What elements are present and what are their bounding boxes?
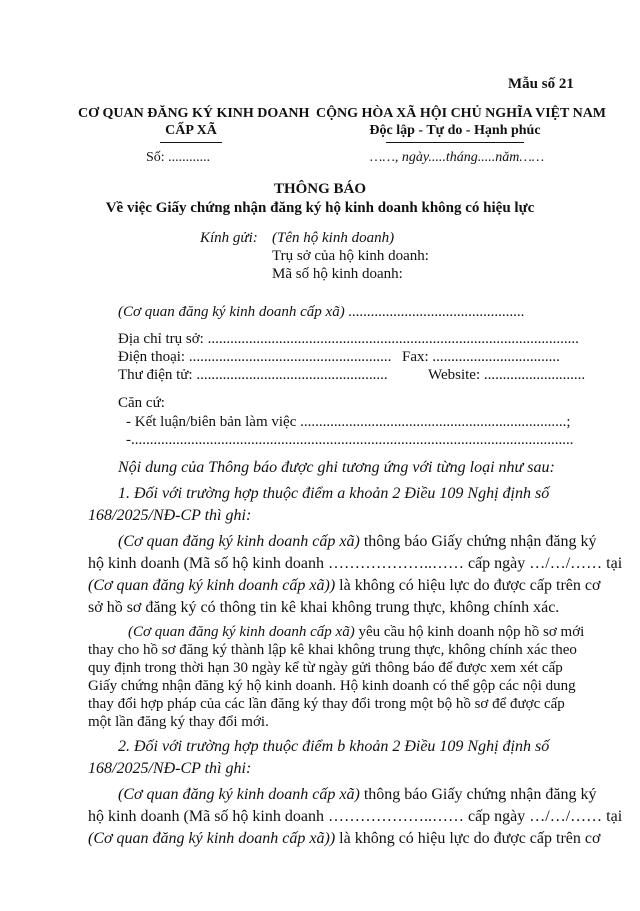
agency-placeholder: (Cơ quan đăng ký kinh doanh cấp xã) — [128, 624, 355, 640]
document-subtitle: Về việc Giấy chứng nhận đăng ký hộ kinh doanh không có hiệu lực — [105, 200, 535, 216]
recipient-address: Trụ sở của hộ kinh doanh: — [272, 248, 429, 264]
case1-p2-line1 — [128, 624, 584, 641]
agency-header-line2: CẤP XÃ — [165, 123, 217, 138]
recipient-label: Kính gửi: — [200, 230, 258, 246]
agency-website: Website: ........................... — [428, 367, 586, 383]
document-title: THÔNG BÁO — [273, 181, 367, 197]
motto: Độc lập - Tự do - Hạnh phúc — [369, 123, 541, 138]
case2-p1-line3-text: là không có hiệu lực do được cấp trên cơ — [335, 830, 601, 847]
recipient-name: (Tên hộ kinh doanh) — [272, 230, 395, 246]
agency-address: Địa chỉ trụ sở: ................................................................................................... — [118, 331, 579, 347]
case2-p1-line2: hộ kinh doanh (Mã số hộ kinh doanh ………………..…… cấp ngày …/…/…… tại — [88, 808, 623, 825]
content-intro: Nội dung của Thông báo được ghi tương ứng với từng loại như sau: — [118, 459, 555, 476]
agency-placeholder: (Cơ quan đăng ký kinh doanh cấp xã) — [118, 533, 360, 550]
agency-placeholder: (Cơ quan đăng ký kinh doanh cấp xã)) — [88, 577, 336, 594]
case2-heading-line2: 168/2025/NĐ-CP thì ghi: — [88, 760, 252, 777]
agency-header-rule — [160, 142, 222, 143]
basis-item-2: -...................................................................................................................... — [126, 432, 574, 448]
date-line: ……, ngày.....tháng.....năm…… — [370, 150, 545, 165]
case1-p2-line2: thay cho hồ sơ đăng ký thành lập kê khai không trung thực, không chính xác theo — [88, 642, 577, 658]
case2-p1-line1 — [118, 786, 596, 804]
country-header: CỘNG HÒA XÃ HỘI CHỦ NGHĨA VIỆT NAM — [316, 106, 607, 121]
basis-item-1: - Kết luận/biên bản làm việc .......................................................................; — [126, 414, 571, 430]
case1-heading-line2: 168/2025/NĐ-CP thì ghi: — [88, 507, 252, 524]
case1-p1-line4: sở hồ sơ đăng ký có thông tin kê khai không trung thực, không chính xác. — [88, 599, 560, 616]
form-number: Mẫu số 21 — [508, 76, 574, 92]
document-number: Số: ............ — [146, 150, 211, 165]
basis-label: Căn cứ: — [118, 395, 165, 411]
motto-rule — [386, 142, 524, 143]
case1-p1-line1 — [118, 533, 596, 551]
case2-heading-line1: 2. Đối với trường hợp thuộc điểm b khoản 2 Điều 109 Nghị định số — [118, 738, 550, 755]
case1-p2-line3: quy định trong thời hạn 30 ngày kể từ ngày gửi thông báo để được xem xét cấp — [88, 660, 563, 676]
agency-email: Thư điện tử: ................................................... — [118, 367, 388, 383]
case1-p1-line3-text: là không có hiệu lực do được cấp trên cơ — [335, 577, 601, 594]
case1-p2-line4: Giấy chứng nhận đăng ký hộ kinh doanh. Hộ kinh doanh có thể gộp các nội dung — [88, 678, 576, 694]
agency-phone: Điện thoại: ...................................................... — [118, 349, 392, 365]
recipient-code: Mã số hộ kinh doanh: — [272, 266, 403, 282]
case2-p1-line3 — [88, 830, 600, 848]
case1-p1-line1-text: thông báo Giấy chứng nhận đăng ký — [359, 533, 597, 550]
case2-p1-line1-text: thông báo Giấy chứng nhận đăng ký — [359, 786, 597, 803]
agency-placeholder: (Cơ quan đăng ký kinh doanh cấp xã)) — [88, 830, 336, 847]
case1-p2-line5: thay đổi hợp pháp của các lần đăng ký thay đổi trong một bộ hồ sơ để được cấp — [88, 696, 565, 712]
case1-p1-line2: hộ kinh doanh (Mã số hộ kinh doanh ………………..…… cấp ngày …/…/…… tại — [88, 555, 623, 572]
agency-name-line: (Cơ quan đăng ký kinh doanh cấp xã) ............................................... — [118, 304, 525, 320]
case1-heading-line1: 1. Đối với trường hợp thuộc điểm a khoản 2 Điều 109 Nghị định số — [118, 485, 550, 502]
agency-placeholder: (Cơ quan đăng ký kinh doanh cấp xã) — [118, 786, 360, 803]
agency-header-line1: CƠ QUAN ĐĂNG KÝ KINH DOANH — [78, 106, 310, 121]
case1-p1-line3 — [88, 577, 600, 595]
case1-p2-line1-text: yêu cầu hộ kinh doanh nộp hồ sơ mới — [354, 624, 585, 640]
agency-fax: Fax: .................................. — [402, 349, 560, 365]
case1-p2-line6: một lần đăng ký thay đổi mới. — [88, 714, 269, 730]
